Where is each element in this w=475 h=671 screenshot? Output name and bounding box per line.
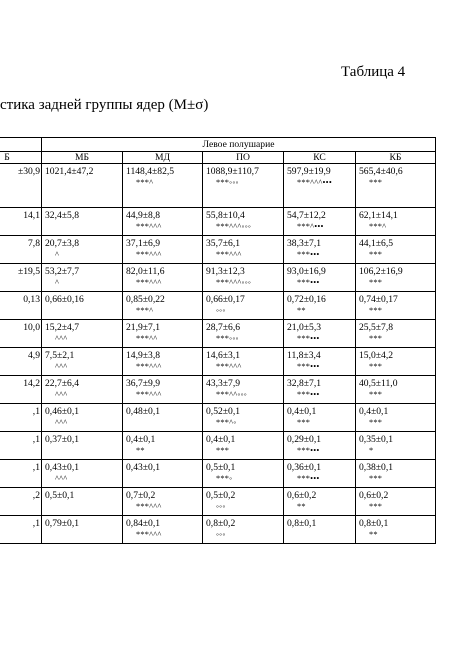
significance-marks: *** xyxy=(369,474,383,483)
significance-marks: ***••• xyxy=(297,390,320,399)
significance-marks: ***^^^••• xyxy=(297,178,332,187)
value-cell xyxy=(284,404,356,432)
mean-value: 54,7±12,2 xyxy=(287,210,326,221)
value-cell xyxy=(284,516,356,544)
significance-marks: ***◦◦◦ xyxy=(216,178,239,187)
mean-value: 25,5±7,8 xyxy=(359,322,394,333)
column-header-po: ПО xyxy=(203,152,284,164)
mean-value: 0,7±0,2 xyxy=(126,490,156,501)
mean-value: 1148,4±82,5 xyxy=(126,166,175,177)
row-first-cell: 10,0 xyxy=(0,320,42,348)
significance-marks: ***^ xyxy=(369,222,387,231)
column-header-kb: КБ xyxy=(356,152,436,164)
table-row xyxy=(0,320,436,348)
table-row xyxy=(0,236,436,264)
mean-value: 32,8±7,1 xyxy=(287,378,322,389)
significance-marks: ***^^^ xyxy=(216,250,242,259)
mean-value: 0,37±0,1 xyxy=(45,434,80,445)
mean-value: 44,9±8,8 xyxy=(126,210,161,221)
mean-value: 0,72±0,16 xyxy=(287,294,326,305)
mean-value: 36,7±9,9 xyxy=(126,378,161,389)
significance-marks: ^ xyxy=(55,278,60,287)
value-cell xyxy=(42,516,123,544)
significance-marks: *** xyxy=(297,418,311,427)
table-row xyxy=(0,516,436,544)
value-cell xyxy=(203,488,284,516)
row-first-cell: 14,2 xyxy=(0,376,42,404)
significance-marks: *** xyxy=(369,334,383,343)
table-row xyxy=(0,376,436,404)
value-cell xyxy=(203,376,284,404)
value-cell xyxy=(203,164,284,208)
mean-value: 14,6±3,1 xyxy=(206,350,241,361)
value-cell xyxy=(123,208,203,236)
mean-value: 0,4±0,1 xyxy=(287,406,317,417)
value-cell xyxy=(123,348,203,376)
value-cell xyxy=(284,376,356,404)
mean-value: 93,0±16,9 xyxy=(287,266,326,277)
mean-value: 106,2±16,9 xyxy=(359,266,403,277)
significance-marks: ***^ xyxy=(136,178,154,187)
row-first-cell: ,1 xyxy=(0,432,42,460)
value-cell xyxy=(123,320,203,348)
value-cell xyxy=(356,516,436,544)
value-cell xyxy=(42,236,123,264)
significance-marks: ***••• xyxy=(297,474,320,483)
value-cell xyxy=(203,404,284,432)
significance-marks: ***••• xyxy=(297,278,320,287)
value-cell xyxy=(284,432,356,460)
mean-value: 0,74±0,17 xyxy=(359,294,398,305)
value-cell xyxy=(123,236,203,264)
significance-marks: ** xyxy=(297,502,306,511)
value-cell xyxy=(42,432,123,460)
header-columns-row xyxy=(0,152,436,164)
significance-marks: ^^^ xyxy=(55,474,68,483)
significance-marks: * xyxy=(369,446,374,455)
mean-value: 0,6±0,2 xyxy=(359,490,389,501)
significance-marks: ***^^^ xyxy=(136,250,162,259)
value-cell xyxy=(123,264,203,292)
value-cell xyxy=(123,460,203,488)
value-cell xyxy=(356,320,436,348)
value-cell xyxy=(42,376,123,404)
row-first-cell: ,1 xyxy=(0,460,42,488)
value-cell xyxy=(123,404,203,432)
value-cell xyxy=(284,264,356,292)
significance-marks: *** xyxy=(369,306,383,315)
mean-value: 0,36±0,1 xyxy=(287,462,322,473)
header-group-row xyxy=(0,138,436,152)
mean-value: 0,85±0,22 xyxy=(126,294,165,305)
mean-value: 565,4±40,6 xyxy=(359,166,403,177)
value-cell xyxy=(123,432,203,460)
row-first-cell: 4,9 xyxy=(0,348,42,376)
mean-value: 0,5±0,1 xyxy=(206,462,236,473)
significance-marks: ***^^^ xyxy=(136,502,162,511)
row-first-cell: ,2 xyxy=(0,488,42,516)
mean-value: 7,5±2,1 xyxy=(45,350,75,361)
significance-marks: ***^^^ xyxy=(136,362,162,371)
mean-value: 0,43±0,1 xyxy=(45,462,80,473)
significance-marks: ^^^ xyxy=(55,418,68,427)
value-cell xyxy=(203,320,284,348)
value-cell xyxy=(123,376,203,404)
column-header-md: МД xyxy=(123,152,203,164)
value-cell xyxy=(284,348,356,376)
significance-marks: ***◦ xyxy=(216,474,233,483)
mean-value: 11,8±3,4 xyxy=(287,350,321,361)
significance-marks: ^^^ xyxy=(55,390,68,399)
significance-marks: *** xyxy=(216,446,230,455)
mean-value: 0,5±0,2 xyxy=(206,490,236,501)
value-cell xyxy=(203,348,284,376)
significance-marks: *** xyxy=(369,418,383,427)
significance-marks: ***••• xyxy=(297,446,320,455)
significance-marks: ***^^^ xyxy=(136,222,162,231)
mean-value: 21,9±7,1 xyxy=(126,322,161,333)
table-row xyxy=(0,488,436,516)
row-first-cell: 7,8 xyxy=(0,236,42,264)
significance-marks: ***^^^ xyxy=(136,530,162,539)
table-row xyxy=(0,348,436,376)
significance-marks: ^^^ xyxy=(55,362,68,371)
mean-value: 0,6±0,2 xyxy=(287,490,317,501)
row-first-cell: ,1 xyxy=(0,404,42,432)
mean-value: 15,0±4,2 xyxy=(359,350,394,361)
mean-value: 15,2±4,7 xyxy=(45,322,80,333)
header-blank-cell xyxy=(0,138,42,152)
value-cell xyxy=(356,460,436,488)
row-first-cell: 0,13 xyxy=(0,292,42,320)
mean-value: 14,9±3,8 xyxy=(126,350,161,361)
mean-value: 22,7±6,4 xyxy=(45,378,80,389)
significance-marks: ***^^◦◦◦ xyxy=(216,390,247,399)
mean-value: 0,48±0,1 xyxy=(126,406,161,417)
mean-value: 55,8±10,4 xyxy=(206,210,245,221)
mean-value: 32,4±5,8 xyxy=(45,210,80,221)
column-header-ks: КС xyxy=(284,152,356,164)
value-cell xyxy=(284,164,356,208)
value-cell xyxy=(203,264,284,292)
mean-value: 40,5±11,0 xyxy=(359,378,398,389)
value-cell xyxy=(284,236,356,264)
value-cell xyxy=(123,516,203,544)
significance-marks: ** xyxy=(297,306,306,315)
mean-value: 0,8±0,1 xyxy=(287,518,317,529)
value-cell xyxy=(203,236,284,264)
mean-value: 0,29±0,1 xyxy=(287,434,322,445)
table-row xyxy=(0,292,436,320)
value-cell xyxy=(356,488,436,516)
row-first-cell: 14,1 xyxy=(0,208,42,236)
mean-value: 0,4±0,1 xyxy=(359,406,389,417)
table-row xyxy=(0,208,436,236)
value-cell xyxy=(356,404,436,432)
mean-value: 0,66±0,17 xyxy=(206,294,245,305)
significance-marks: ***^^^◦◦◦ xyxy=(216,222,252,231)
significance-marks: ***◦◦◦ xyxy=(216,334,239,343)
mean-value: 1088,9±110,7 xyxy=(206,166,259,177)
mean-value: 62,1±14,1 xyxy=(359,210,398,221)
significance-marks: *** xyxy=(369,362,383,371)
significance-marks: ***••• xyxy=(297,362,320,371)
value-cell xyxy=(356,208,436,236)
value-cell xyxy=(284,488,356,516)
value-cell xyxy=(356,264,436,292)
significance-marks: ** xyxy=(136,446,145,455)
significance-marks: ***^^^ xyxy=(136,390,162,399)
table-row xyxy=(0,404,436,432)
mean-value: 0,8±0,1 xyxy=(359,518,389,529)
value-cell xyxy=(284,292,356,320)
value-cell xyxy=(203,292,284,320)
mean-value: 0,43±0,1 xyxy=(126,462,161,473)
table-caption: стика задней группы ядер (M±σ) xyxy=(0,97,209,113)
significance-marks: ^ xyxy=(55,250,60,259)
mean-value: 0,52±0,1 xyxy=(206,406,241,417)
value-cell xyxy=(203,516,284,544)
value-cell xyxy=(284,208,356,236)
mean-value: 0,84±0,1 xyxy=(126,518,161,529)
value-cell xyxy=(284,460,356,488)
value-cell xyxy=(203,432,284,460)
row-first-cell: ,1 xyxy=(0,516,42,544)
mean-value: 1021,4±47,2 xyxy=(45,166,94,177)
value-cell xyxy=(284,320,356,348)
mean-value: 0,38±0,1 xyxy=(359,462,394,473)
significance-marks: ** xyxy=(369,530,378,539)
mean-value: 0,8±0,2 xyxy=(206,518,236,529)
value-cell xyxy=(42,320,123,348)
mean-value: 91,3±12,3 xyxy=(206,266,245,277)
value-cell xyxy=(42,264,123,292)
value-cell xyxy=(356,348,436,376)
value-cell xyxy=(42,348,123,376)
column-header-mb: МБ xyxy=(42,152,123,164)
value-cell xyxy=(356,376,436,404)
significance-marks: ***^^^◦◦◦ xyxy=(216,278,252,287)
value-cell xyxy=(356,164,436,208)
mean-value: 82,0±11,6 xyxy=(126,266,165,277)
mean-value: 0,4±0,1 xyxy=(206,434,236,445)
mean-value: 37,1±6,9 xyxy=(126,238,161,249)
mean-value: 21,0±5,3 xyxy=(287,322,322,333)
value-cell xyxy=(42,292,123,320)
column-header-first: Б xyxy=(0,152,42,164)
table-row xyxy=(0,432,436,460)
value-cell xyxy=(356,236,436,264)
mean-value: 44,1±6,5 xyxy=(359,238,394,249)
significance-marks: *** xyxy=(369,278,383,287)
significance-marks: *** xyxy=(369,502,383,511)
value-cell xyxy=(203,460,284,488)
mean-value: 0,4±0,1 xyxy=(126,434,156,445)
mean-value: 38,3±7,1 xyxy=(287,238,322,249)
significance-marks: *** xyxy=(369,250,383,259)
value-cell xyxy=(123,164,203,208)
significance-marks: *** xyxy=(369,390,383,399)
mean-value: 0,79±0,1 xyxy=(45,518,80,529)
significance-marks: ***••• xyxy=(297,334,320,343)
significance-marks: ◦◦◦ xyxy=(216,502,226,511)
value-cell xyxy=(356,292,436,320)
significance-marks: ***^••• xyxy=(297,222,324,231)
value-cell xyxy=(356,432,436,460)
significance-marks: ^^^ xyxy=(55,334,68,343)
significance-marks: ***^ xyxy=(136,306,154,315)
value-cell xyxy=(123,292,203,320)
significance-marks: ***^^^ xyxy=(136,278,162,287)
mean-value: 0,66±0,16 xyxy=(45,294,84,305)
table-label: Таблица 4 xyxy=(341,64,406,80)
significance-marks: *** xyxy=(369,178,383,187)
mean-value: 43,3±7,9 xyxy=(206,378,241,389)
value-cell xyxy=(203,208,284,236)
significance-marks: ◦◦◦ xyxy=(216,530,226,539)
significance-marks: ◦◦◦ xyxy=(216,306,226,315)
value-cell xyxy=(42,164,123,208)
table-row xyxy=(0,164,436,208)
value-cell xyxy=(42,460,123,488)
value-cell xyxy=(42,488,123,516)
significance-marks: ***^^ xyxy=(136,334,158,343)
mean-value: 0,35±0,1 xyxy=(359,434,394,445)
mean-value: 0,5±0,1 xyxy=(45,490,75,501)
header-group-cell: Левое полушарие xyxy=(42,138,436,152)
mean-value: 597,9±19,9 xyxy=(287,166,331,177)
value-cell xyxy=(42,208,123,236)
row-first-cell: ±30,9 xyxy=(0,164,42,208)
value-cell xyxy=(123,488,203,516)
row-first-cell: ±19,5 xyxy=(0,264,42,292)
mean-value: 0,46±0,1 xyxy=(45,406,80,417)
table-row xyxy=(0,460,436,488)
table-row xyxy=(0,264,436,292)
mean-value: 53,2±7,7 xyxy=(45,266,80,277)
value-cell xyxy=(42,404,123,432)
significance-marks: ***^◦ xyxy=(216,418,237,427)
mean-value: 28,7±6,6 xyxy=(206,322,241,333)
significance-marks: ***••• xyxy=(297,250,320,259)
significance-marks: ***^^^ xyxy=(216,362,242,371)
data-table xyxy=(0,137,436,544)
mean-value: 20,7±3,8 xyxy=(45,238,80,249)
mean-value: 35,7±6,1 xyxy=(206,238,241,249)
